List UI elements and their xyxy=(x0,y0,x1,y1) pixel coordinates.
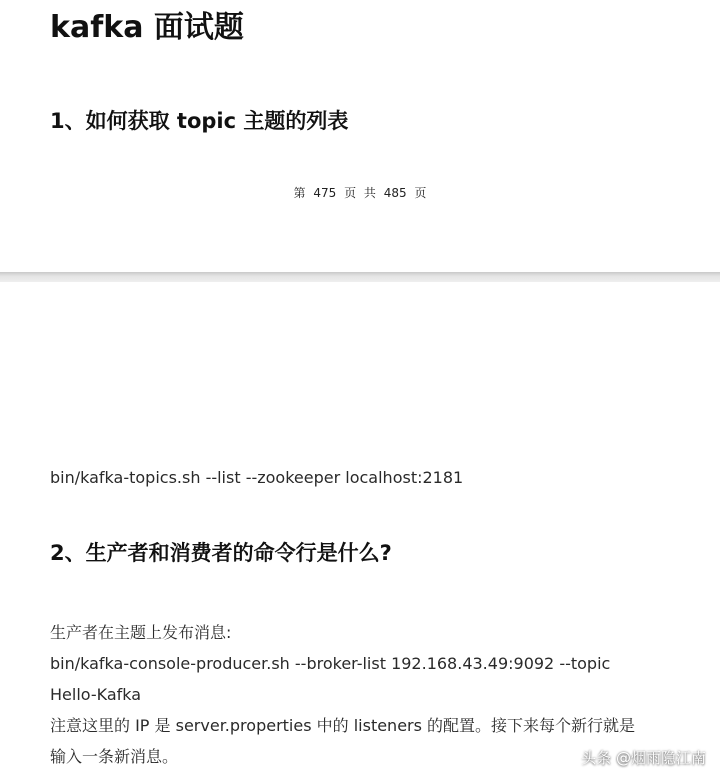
question-2-heading: 2、生产者和消费者的命令行是什么? xyxy=(50,541,392,565)
paragraph-line: 注意这里的 IP 是 server.properties 中的 listeners 的配置。接下来每个新行就是 xyxy=(50,716,636,735)
producer-command-topic: Hello-Kafka xyxy=(50,685,142,704)
paragraph-line: 输入一条新消息。 xyxy=(50,747,179,766)
question-1-heading: 1、如何获取 topic 主题的列表 xyxy=(50,109,349,133)
paragraph-line: 生产者在主题上发布消息: xyxy=(50,623,232,642)
document-page-1 xyxy=(0,0,720,272)
list-topics-command: bin/kafka-topics.sh --list --zookeeper localhost:2181 xyxy=(50,468,464,487)
author-watermark: 头条 @烟雨隐江南 xyxy=(581,749,706,767)
producer-command-line: bin/kafka-console-producer.sh --broker-list 192.168.43.49:9092 --topic xyxy=(50,654,611,673)
document-title: kafka 面试题 xyxy=(50,10,244,45)
page-separator xyxy=(0,272,720,282)
page-number-footer: 第 475 页 共 485 页 xyxy=(293,186,427,200)
document-page-2 xyxy=(0,282,720,779)
